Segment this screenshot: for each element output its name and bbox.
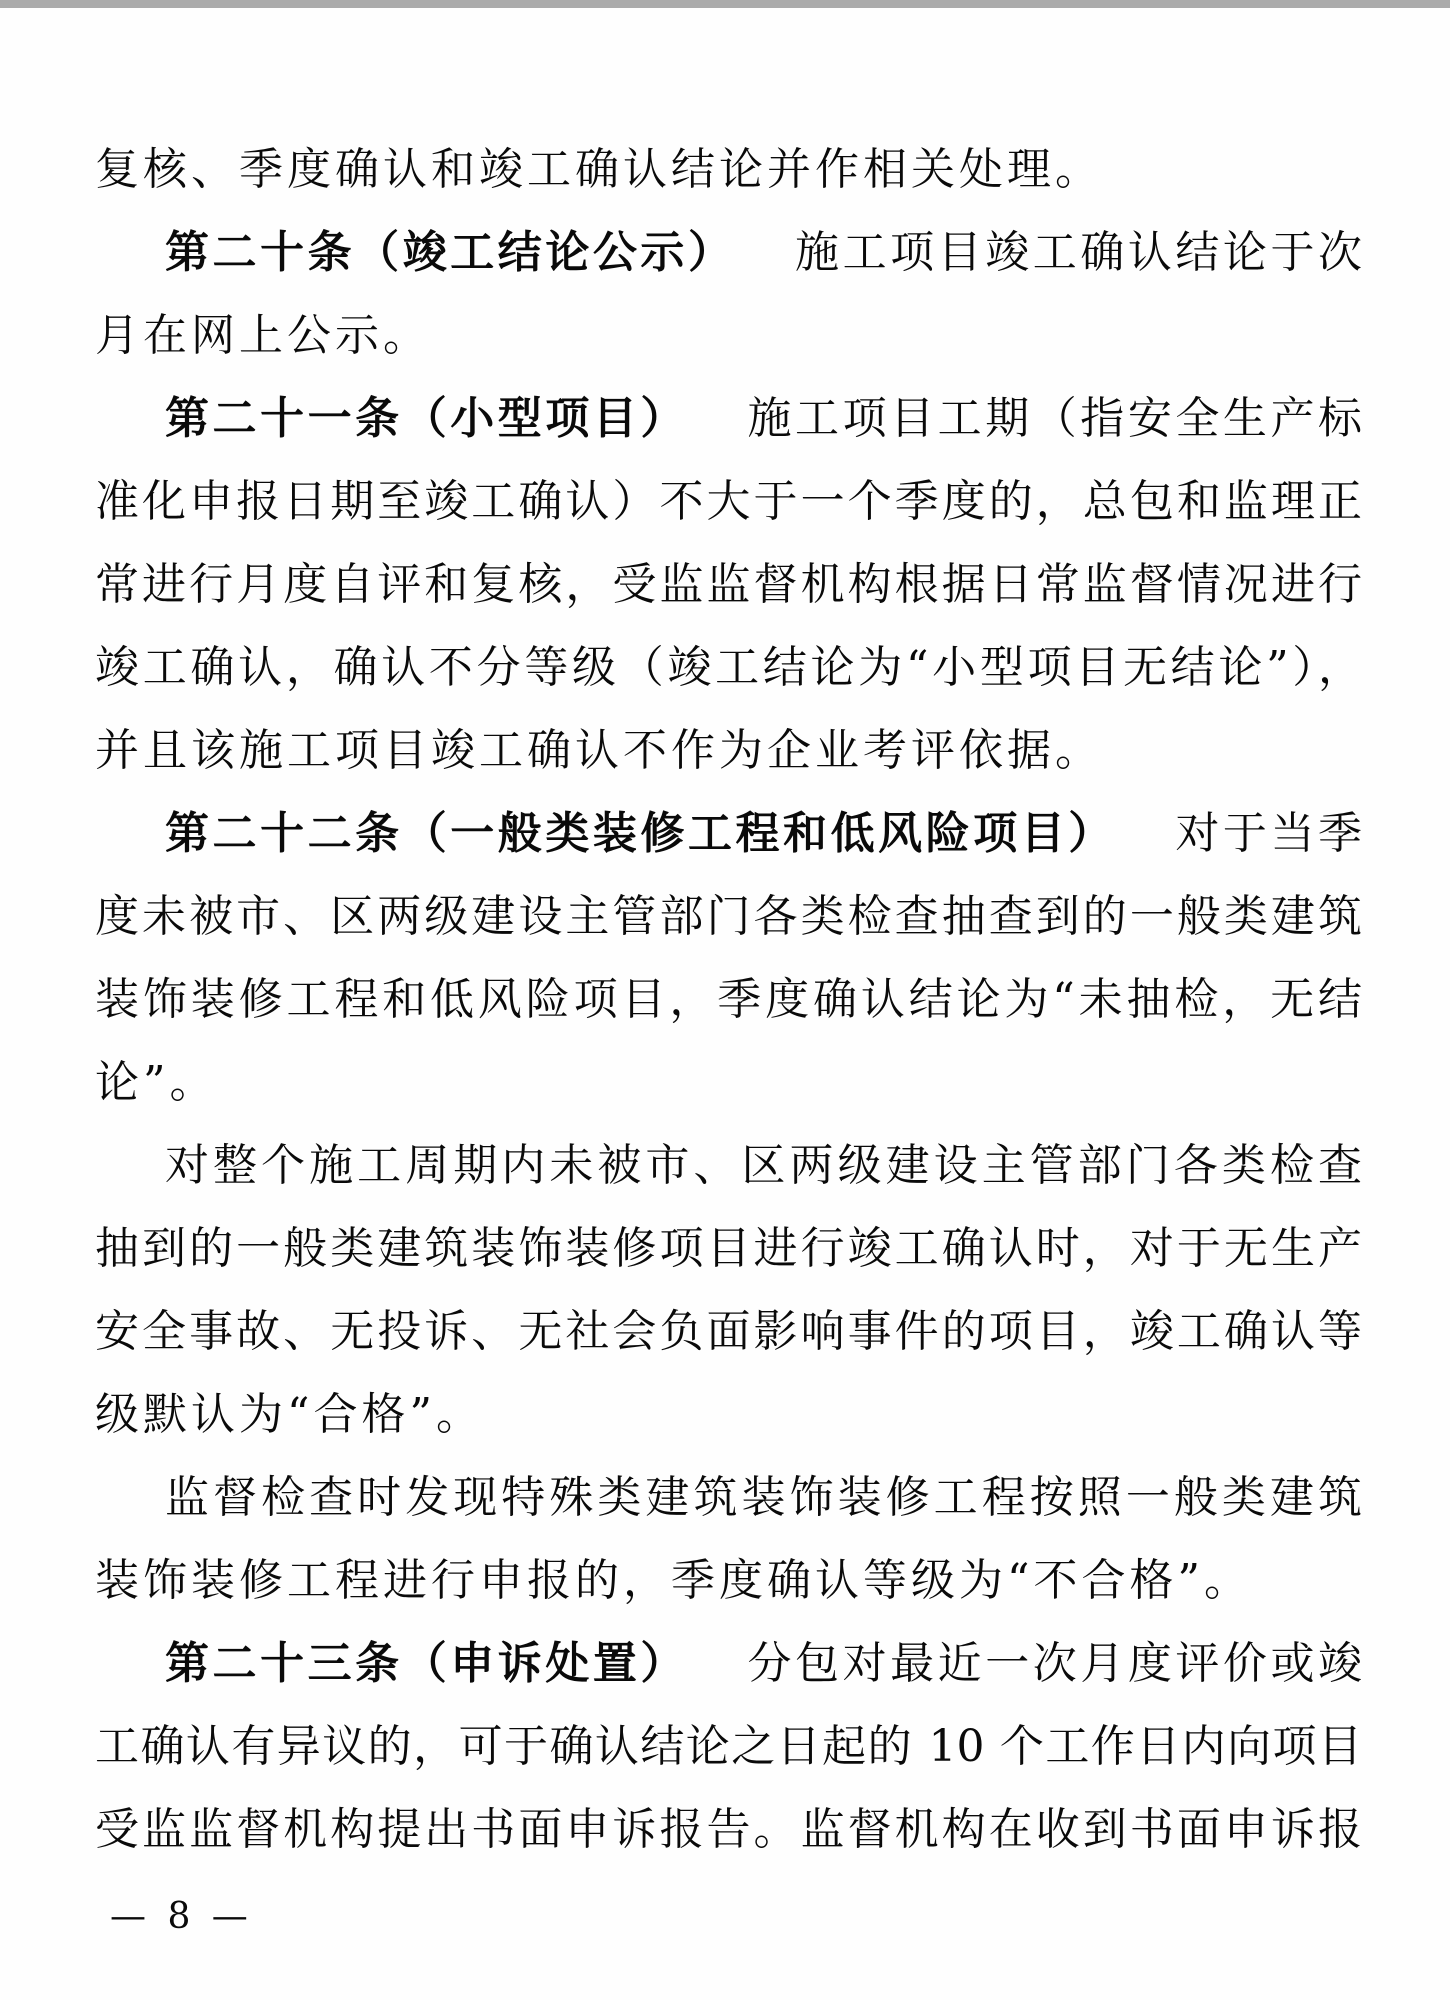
document-body xyxy=(95,128,1362,1871)
line-text: 受监监督机构提出书面申诉报告。监督机构在收到书面申诉报 xyxy=(95,1804,1362,1855)
line-text: 竣工确认，确认不分等级（竣工结论为“小型项目无结论”）， xyxy=(95,642,1362,693)
text-line xyxy=(95,626,1362,709)
text-line xyxy=(95,460,1362,543)
line-text: 月在网上公示。 xyxy=(95,310,431,361)
article-heading: 第二十二条（一般类装修工程和低风险项目） xyxy=(165,808,1116,859)
line-text: 并且该施工项目竣工确认不作为企业考评依据。 xyxy=(95,725,1103,776)
line-text: 对整个施工周期内未被市、区两级建设主管部门各类检查 xyxy=(165,1140,1362,1191)
text-line xyxy=(95,1456,1362,1539)
text-line xyxy=(95,377,1362,460)
line-text: 监督检查时发现特殊类建筑装饰装修工程按照一般类建筑 xyxy=(165,1472,1362,1523)
text-line xyxy=(95,211,1362,294)
text-line xyxy=(95,792,1362,875)
text-line xyxy=(95,1788,1362,1871)
line-text: 度未被市、区两级建设主管部门各类检查抽查到的一般类建筑 xyxy=(95,891,1362,942)
line-text: 装饰装修工程进行申报的，季度确认等级为“不合格”。 xyxy=(95,1555,1252,1606)
text-line xyxy=(95,294,1362,377)
text-line xyxy=(95,1373,1362,1456)
text-line xyxy=(95,1622,1362,1705)
text-line xyxy=(95,1539,1362,1622)
text-line xyxy=(95,709,1362,792)
line-text: 级默认为“合格”。 xyxy=(95,1389,484,1440)
line-text: 常进行月度自评和复核，受监监督机构根据日常监督情况进行 xyxy=(95,559,1362,610)
line-text: 抽到的一般类建筑装饰装修项目进行竣工确认时，对于无生产 xyxy=(95,1223,1362,1274)
scan-edge-artifact xyxy=(0,0,1450,8)
line-text: 分包对最近一次月度评价或竣 xyxy=(743,1638,1363,1689)
line-text: 施工项目工期（指安全生产标 xyxy=(743,393,1363,444)
text-line xyxy=(95,128,1362,211)
line-text: 安全事故、无投诉、无社会负面影响事件的项目，竣工确认等 xyxy=(95,1306,1362,1357)
line-text: 工确认有异议的，可于确认结论之日起的 10 个工作日内向项目 xyxy=(95,1721,1362,1772)
article-heading: 第二十条（竣工结论公示） xyxy=(165,227,736,278)
text-line xyxy=(95,543,1362,626)
line-text: 复核、季度确认和竣工确认结论并作相关处理。 xyxy=(95,144,1103,195)
text-line xyxy=(95,1041,1362,1124)
article-heading: 第二十三条（申诉处置） xyxy=(165,1638,688,1689)
text-line xyxy=(95,875,1362,958)
line-text: 施工项目竣工确认结论于次 xyxy=(791,227,1362,278)
line-text: 对于当季 xyxy=(1171,808,1363,859)
text-line xyxy=(95,958,1362,1041)
article-heading: 第二十一条（小型项目） xyxy=(165,393,688,444)
line-text: 准化申报日期至竣工确认）不大于一个季度的，总包和监理正 xyxy=(95,476,1362,527)
page-number: — 8 — xyxy=(110,1896,253,1937)
text-line xyxy=(95,1290,1362,1373)
text-line xyxy=(95,1705,1362,1788)
line-text: 装饰装修工程和低风险项目，季度确认结论为“未抽检，无结 xyxy=(95,974,1362,1025)
line-text: 论”。 xyxy=(95,1057,218,1108)
text-line xyxy=(95,1124,1362,1207)
text-line xyxy=(95,1207,1362,1290)
